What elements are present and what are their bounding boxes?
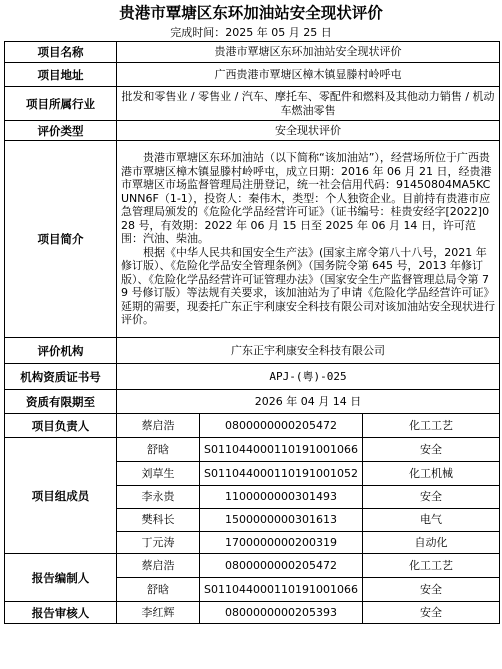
compiler-spec: 安全 xyxy=(363,578,500,602)
row-validity xyxy=(5,390,500,414)
label-project-address: 项目地址 xyxy=(5,63,117,87)
label-intro: 项目简介 xyxy=(5,141,117,338)
row-eval-org xyxy=(5,338,500,364)
value-eval-org: 广东正宇利康安全科技有限公司 xyxy=(117,338,500,364)
member-spec: 电气 xyxy=(363,509,500,532)
member-name: 舒晗 xyxy=(117,438,200,462)
leader-name: 蔡启浩 xyxy=(117,414,200,438)
value-validity: 2026 年 04 月 14 日 xyxy=(117,390,500,414)
project-info-table xyxy=(4,41,500,624)
row-cert-no xyxy=(5,364,500,390)
row-reviewer xyxy=(5,602,500,624)
leader-spec: 化工工艺 xyxy=(363,414,500,438)
member-name: 樊科长 xyxy=(117,509,200,532)
intro-paragraph-2: 根据《中华人民共和国安全生产法》(国家主席令第八十八号，2021 年修订版）、《危险化学品安全管理条例》（国务院令第 645 号，2013 年修订版）、《危险化学品经营许可证管理办法》（国家安全生产监督管理总局令第 79 号修订版）等法规有关要求，该加油站为了申请《危险化学品经营许可证》延期的需要，现委托广东正宇利康安全科技有限公司对该加油站安全现状进行评价。 xyxy=(121,245,495,327)
leader-cert: 0800000000205472 xyxy=(200,414,363,438)
row-intro xyxy=(5,141,500,338)
document-title: 贵港市覃塘区东环加油站安全现状评价 xyxy=(119,3,383,22)
value-eval-type: 安全现状评价 xyxy=(117,121,500,141)
member-cert: S011044000110191001052 xyxy=(200,462,363,486)
label-validity: 资质有限期至 xyxy=(5,390,117,414)
label-leader: 项目负责人 xyxy=(5,414,117,438)
member-spec: 安全 xyxy=(363,486,500,509)
member-row xyxy=(5,438,500,462)
reviewer-cert: 0800000000205393 xyxy=(200,602,363,624)
compiler-cert: S011044000110191001066 xyxy=(200,578,363,602)
compiler-spec: 化工工艺 xyxy=(363,554,500,578)
row-project-address xyxy=(5,63,500,87)
row-eval-type xyxy=(5,121,500,141)
label-eval-org: 评价机构 xyxy=(5,338,117,364)
member-spec: 安全 xyxy=(363,438,500,462)
reviewer-name: 李红辉 xyxy=(117,602,200,624)
member-spec: 自动化 xyxy=(363,532,500,554)
label-industry: 项目所属行业 xyxy=(5,87,117,121)
member-spec: 化工机械 xyxy=(363,462,500,486)
label-compilers: 报告编制人 xyxy=(5,554,117,602)
reviewer-spec: 安全 xyxy=(363,602,500,624)
label-eval-type: 评价类型 xyxy=(5,121,117,141)
label-cert-no: 机构资质证书号 xyxy=(5,364,117,390)
member-name: 李永贵 xyxy=(117,486,200,509)
label-members: 项目组成员 xyxy=(5,438,117,554)
value-project-address: 广西贵港市覃塘区樟木镇显滕村岭呼屯 xyxy=(117,63,500,87)
row-project-name xyxy=(5,42,500,63)
value-intro xyxy=(117,141,500,338)
member-cert: S011044000110191001066 xyxy=(200,438,363,462)
member-cert: 1100000000301493 xyxy=(200,486,363,509)
member-name: 刘草生 xyxy=(117,462,200,486)
compiler-row xyxy=(5,554,500,578)
completion-date: 完成时间：2025 年 05 月 25 日 xyxy=(170,26,332,39)
row-leader xyxy=(5,414,500,438)
value-industry: 批发和零售业 / 零售业 / 汽车、摩托车、零配件和燃料及其他动力销售 / 机动车燃油零售 xyxy=(117,87,500,121)
label-project-name: 项目名称 xyxy=(5,42,117,63)
row-industry xyxy=(5,87,500,121)
compiler-name: 舒晗 xyxy=(117,578,200,602)
label-reviewer: 报告审核人 xyxy=(5,602,117,624)
value-cert-no: APJ-(粤)-025 xyxy=(117,364,500,390)
compiler-cert: 0800000000205472 xyxy=(200,554,363,578)
member-cert: 1700000000200319 xyxy=(200,532,363,554)
value-project-name: 贵港市覃塘区东环加油站安全现状评价 xyxy=(117,42,500,63)
compiler-name: 蔡启浩 xyxy=(117,554,200,578)
intro-paragraph-1: 贵港市覃塘区东环加油站（以下简称“该加油站”），经营场所位于广西贵港市覃塘区樟木镇显滕村岭呼屯，成立日期：2016 年 06 月 21 日，经贵港市覃塘区市场监督管理局注册登记，统一社会信用代码：91450804MA5KCUNN6F（1-1），投资人：秦伟木，类型：个人独资企业。目前持有贵港市应急管理局颁发的《危险化学品经营许可证》（证书编号：桂贵安经字[2022]028 号，有效期：2022 年 06 月 15 日至 2025 年 06 月 14 日，许可范围：汽油、柴油。 xyxy=(121,151,492,246)
member-cert: 1500000000301613 xyxy=(200,509,363,532)
member-name: 丁元涛 xyxy=(117,532,200,554)
